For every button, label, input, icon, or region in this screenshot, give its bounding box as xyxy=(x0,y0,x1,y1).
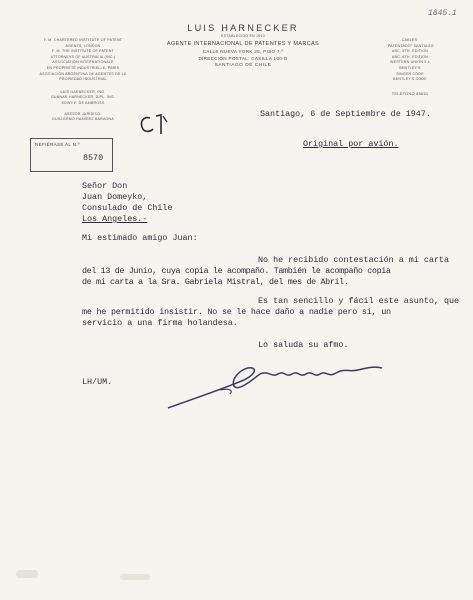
paragraph-line: me he permitido insistir. No se le hace daño a nadie pero si, un xyxy=(82,307,391,317)
paper-smudge xyxy=(16,570,38,578)
advisor-label: ASESOR JURÍDICO: xyxy=(64,111,102,116)
advisor-name: GUILLERMO RAMÍREZ BARAONA xyxy=(52,117,114,122)
firm-city: SANTIAGO DE CHILE xyxy=(214,62,272,68)
paragraph-line: del 13 de Junio, cuya copia le acompaño. También le acompaño copia xyxy=(82,266,391,276)
credential-line: ASSOCIATION INTERNATIONALE xyxy=(52,60,114,65)
firm-address: CALLE NUEVA YORK 25, PISO 7.º xyxy=(202,48,284,54)
salutation: Mi estimado amigo Juan: xyxy=(82,233,198,243)
cable-line: BENTLEY'S xyxy=(399,65,421,70)
credential-line: F. M. THE INSTITUTE OF PATENT xyxy=(52,49,114,54)
firm-tagline: AGENTE INTERNACIONAL DE PATENTES Y MARCAS xyxy=(166,40,320,47)
paper-smudge xyxy=(120,574,150,580)
delivery-method: Original por avión. xyxy=(303,139,399,149)
cables-column xyxy=(380,38,440,96)
cable-line: WESTERN UNION 5 L xyxy=(390,60,430,65)
credential-line: EN PROPRIÉTÉ INDUSTRIELLE, PARIS xyxy=(46,65,120,70)
credential-line: AGENTS, LONDON xyxy=(65,43,101,48)
partner-name: LUIS HARNECKER, ING. xyxy=(60,89,106,94)
signature-icon xyxy=(160,356,390,416)
credential-line: ATTORNEYS OF AUSTRALIA (INC.) xyxy=(50,54,116,59)
reference-box xyxy=(30,138,113,172)
cable-line: "PATENTADO" SANTIAGO xyxy=(386,43,434,48)
credential-line: PROPIEDAD INDUSTRIAL xyxy=(59,77,107,82)
paragraph-line: Es tan sencillo y fácil este asunto, que xyxy=(258,296,460,306)
established-line: ESTABLECIDO EN 1910 xyxy=(221,34,265,38)
recipient-line: Señor Don xyxy=(82,181,128,191)
postal-address: DIRECCIÓN POSTAL: CASILLA 160-D xyxy=(198,55,288,61)
partner-name: GUNNAR HARNECKER, DIPL. ING. xyxy=(50,95,116,100)
paragraph-line: No he recibido contestación a mi carta xyxy=(258,255,449,265)
archive-number: 1845.1 xyxy=(428,9,457,18)
recipient-line: Consulado de Chile xyxy=(82,203,173,213)
recipient-line: Juan Domeyko, xyxy=(82,192,148,202)
credentials-column xyxy=(28,38,138,123)
paragraph-line: servicio a una firma holandesa. xyxy=(82,318,238,328)
partner-name: EDWY F. DE AMBROSS xyxy=(61,100,105,105)
letterhead xyxy=(150,23,336,70)
credential-line: ASOCIACIÓN ARGENTINA DE AGENTES DE LA xyxy=(39,71,127,76)
cable-line: CABLES: xyxy=(401,38,419,42)
typist-initials: LH/UM. xyxy=(82,377,113,387)
handwritten-mark-icon xyxy=(136,112,170,142)
firm-name: LUIS HARNECKER xyxy=(187,23,299,33)
phone-line: TELÉFONO 85651 xyxy=(391,90,429,96)
closing: Lo saluda su afmo. xyxy=(258,340,349,350)
paragraph-line: de mi carta a la Sra. Gabriela Mistral, del mes de Abril. xyxy=(82,277,349,287)
letter-date: Santiago, 6 de Septiembre de 1947. xyxy=(260,109,431,119)
recipient-line: Los Angeles.- xyxy=(82,214,148,224)
cable-line: SINGER CODE xyxy=(396,71,424,76)
reference-number: 8570 xyxy=(83,153,104,163)
cable-line: ABC. 6TH. EDITION xyxy=(391,54,429,59)
cable-line: ABC. 5TH. EDITION xyxy=(391,49,429,54)
cable-line: BENTLEY'S CODE xyxy=(393,77,427,82)
reference-label: REFIÉRASE AL N.º xyxy=(35,142,80,147)
credential-line: F. M. CHARTERED INSTITUTE OF PATENT xyxy=(43,38,123,42)
